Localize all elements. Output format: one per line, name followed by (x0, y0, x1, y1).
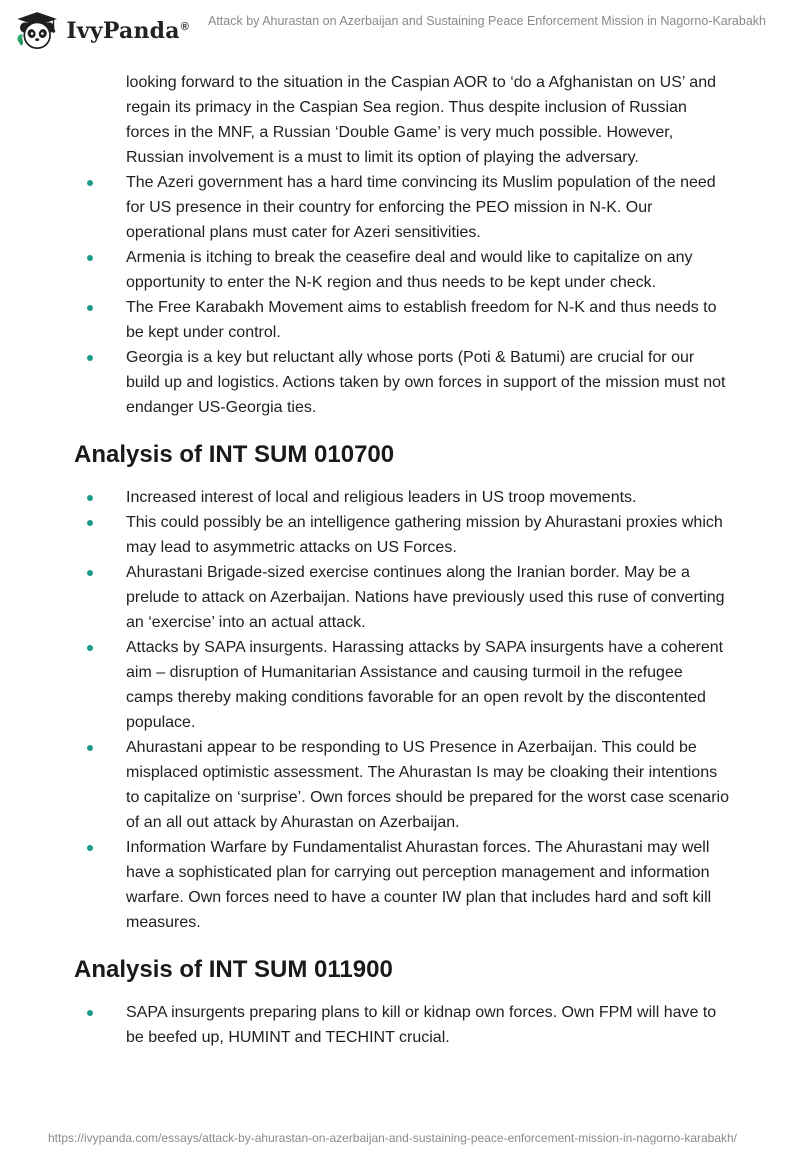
panda-graduate-icon (14, 8, 60, 54)
bullet-icon (87, 1010, 93, 1016)
bullet-icon (87, 745, 93, 751)
bullet-list-3 (0, 1000, 800, 1050)
list-item: SAPA insurgents preparing plans to kill or kidnap own forces. Own FPM will have to be beefed up, HUMINT and TECHINT crucial. (0, 1000, 800, 1050)
list-item: Attacks by SAPA insurgents. Harassing attacks by SAPA insurgents have a coherent aim – disruption of Humanitarian Assistance and causing turmoil in the refugee camps thereby making conditions favorable for an open revolt by the discontented populace. (0, 635, 800, 735)
bullet-icon (87, 570, 93, 576)
list-item: This could possibly be an intelligence gathering mission by Ahurastani proxies which may lead to asymmetric attacks on US Forces. (0, 510, 800, 560)
list-item: Ahurastani appear to be responding to US Presence in Azerbaijan. This could be misplaced optimistic assessment. The Ahurastan Is may be cloaking their intentions to capitalize on ‘surprise’. Own forces should be prepared for the worst case scenario of an all out attack by Ahurastan on Azerbaijan. (0, 735, 800, 835)
document-title: Attack by Ahurastan on Azerbaijan and Sustaining Peace Enforcement Mission in Nagorno-Karabakh (208, 14, 766, 28)
list-item: The Azeri government has a hard time convincing its Muslim population of the need for US presence in their country for enforcing the PEO mission in N-K. Our operational plans must cater for Azeri sensitivities. (0, 170, 800, 245)
brand-name: IvyPanda® (66, 18, 189, 44)
essay-content (0, 70, 800, 1050)
list-item-continuation: looking forward to the situation in the Caspian AOR to ‘do a Afghanistan on US’ and regain its primacy in the Caspian Sea region. Thus despite inclusion of Russian forces in the MNF, a Russian ‘Double Game’ is very much possible. However, Russian involvement is a must to limit its option of playing the adversary. (126, 74, 716, 166)
bullet-icon (87, 520, 93, 526)
list-item: Armenia is itching to break the ceasefire deal and would like to capitalize on any opportunity to enter the N-K region and thus needs to be kept under check. (0, 245, 800, 295)
list-item: The Free Karabakh Movement aims to establish freedom for N-K and thus needs to be kept under control. (0, 295, 800, 345)
bullet-icon (87, 845, 93, 851)
registered-mark: ® (180, 20, 189, 33)
list-item: Increased interest of local and religious leaders in US troop movements. (0, 485, 800, 510)
bullet-icon (87, 495, 93, 501)
bullet-list-1 (0, 70, 800, 420)
list-item: Georgia is a key but reluctant ally whose ports (Poti & Batumi) are crucial for our build up and logistics. Actions taken by own forces in support of the mission must not endanger US-Georgia ties. (0, 345, 800, 420)
list-item: Information Warfare by Fundamentalist Ahurastan forces. The Ahurastani may well have a sophisticated plan for carrying out perception management and information warfare. Own forces need to have a counter IW plan that includes hard and soft kill measures. (0, 835, 800, 935)
bullet-icon (87, 180, 93, 186)
bullet-icon (87, 305, 93, 311)
section-heading-int-sum-010700: Analysis of INT SUM 010700 (74, 441, 395, 468)
footer-source-url[interactable]: https://ivypanda.com/essays/attack-by-ahurastan-on-azerbaijan-and-sustaining-peace-enforcement-mission-in-nagorno-karabakh/ (48, 1131, 738, 1145)
list-item: Ahurastani Brigade-sized exercise continues along the Iranian border. May be a prelude to attack on Azerbaijan. Nations have previously used this ruse of converting an ‘exercise’ into an actual attack. (0, 560, 800, 635)
page-header (0, 0, 800, 62)
bullet-icon (87, 255, 93, 261)
brand-logo[interactable] (14, 8, 189, 54)
bullet-icon (87, 355, 93, 361)
bullet-icon (87, 645, 93, 651)
bullet-list-2 (0, 485, 800, 935)
section-heading-int-sum-011900: Analysis of INT SUM 011900 (74, 956, 393, 983)
